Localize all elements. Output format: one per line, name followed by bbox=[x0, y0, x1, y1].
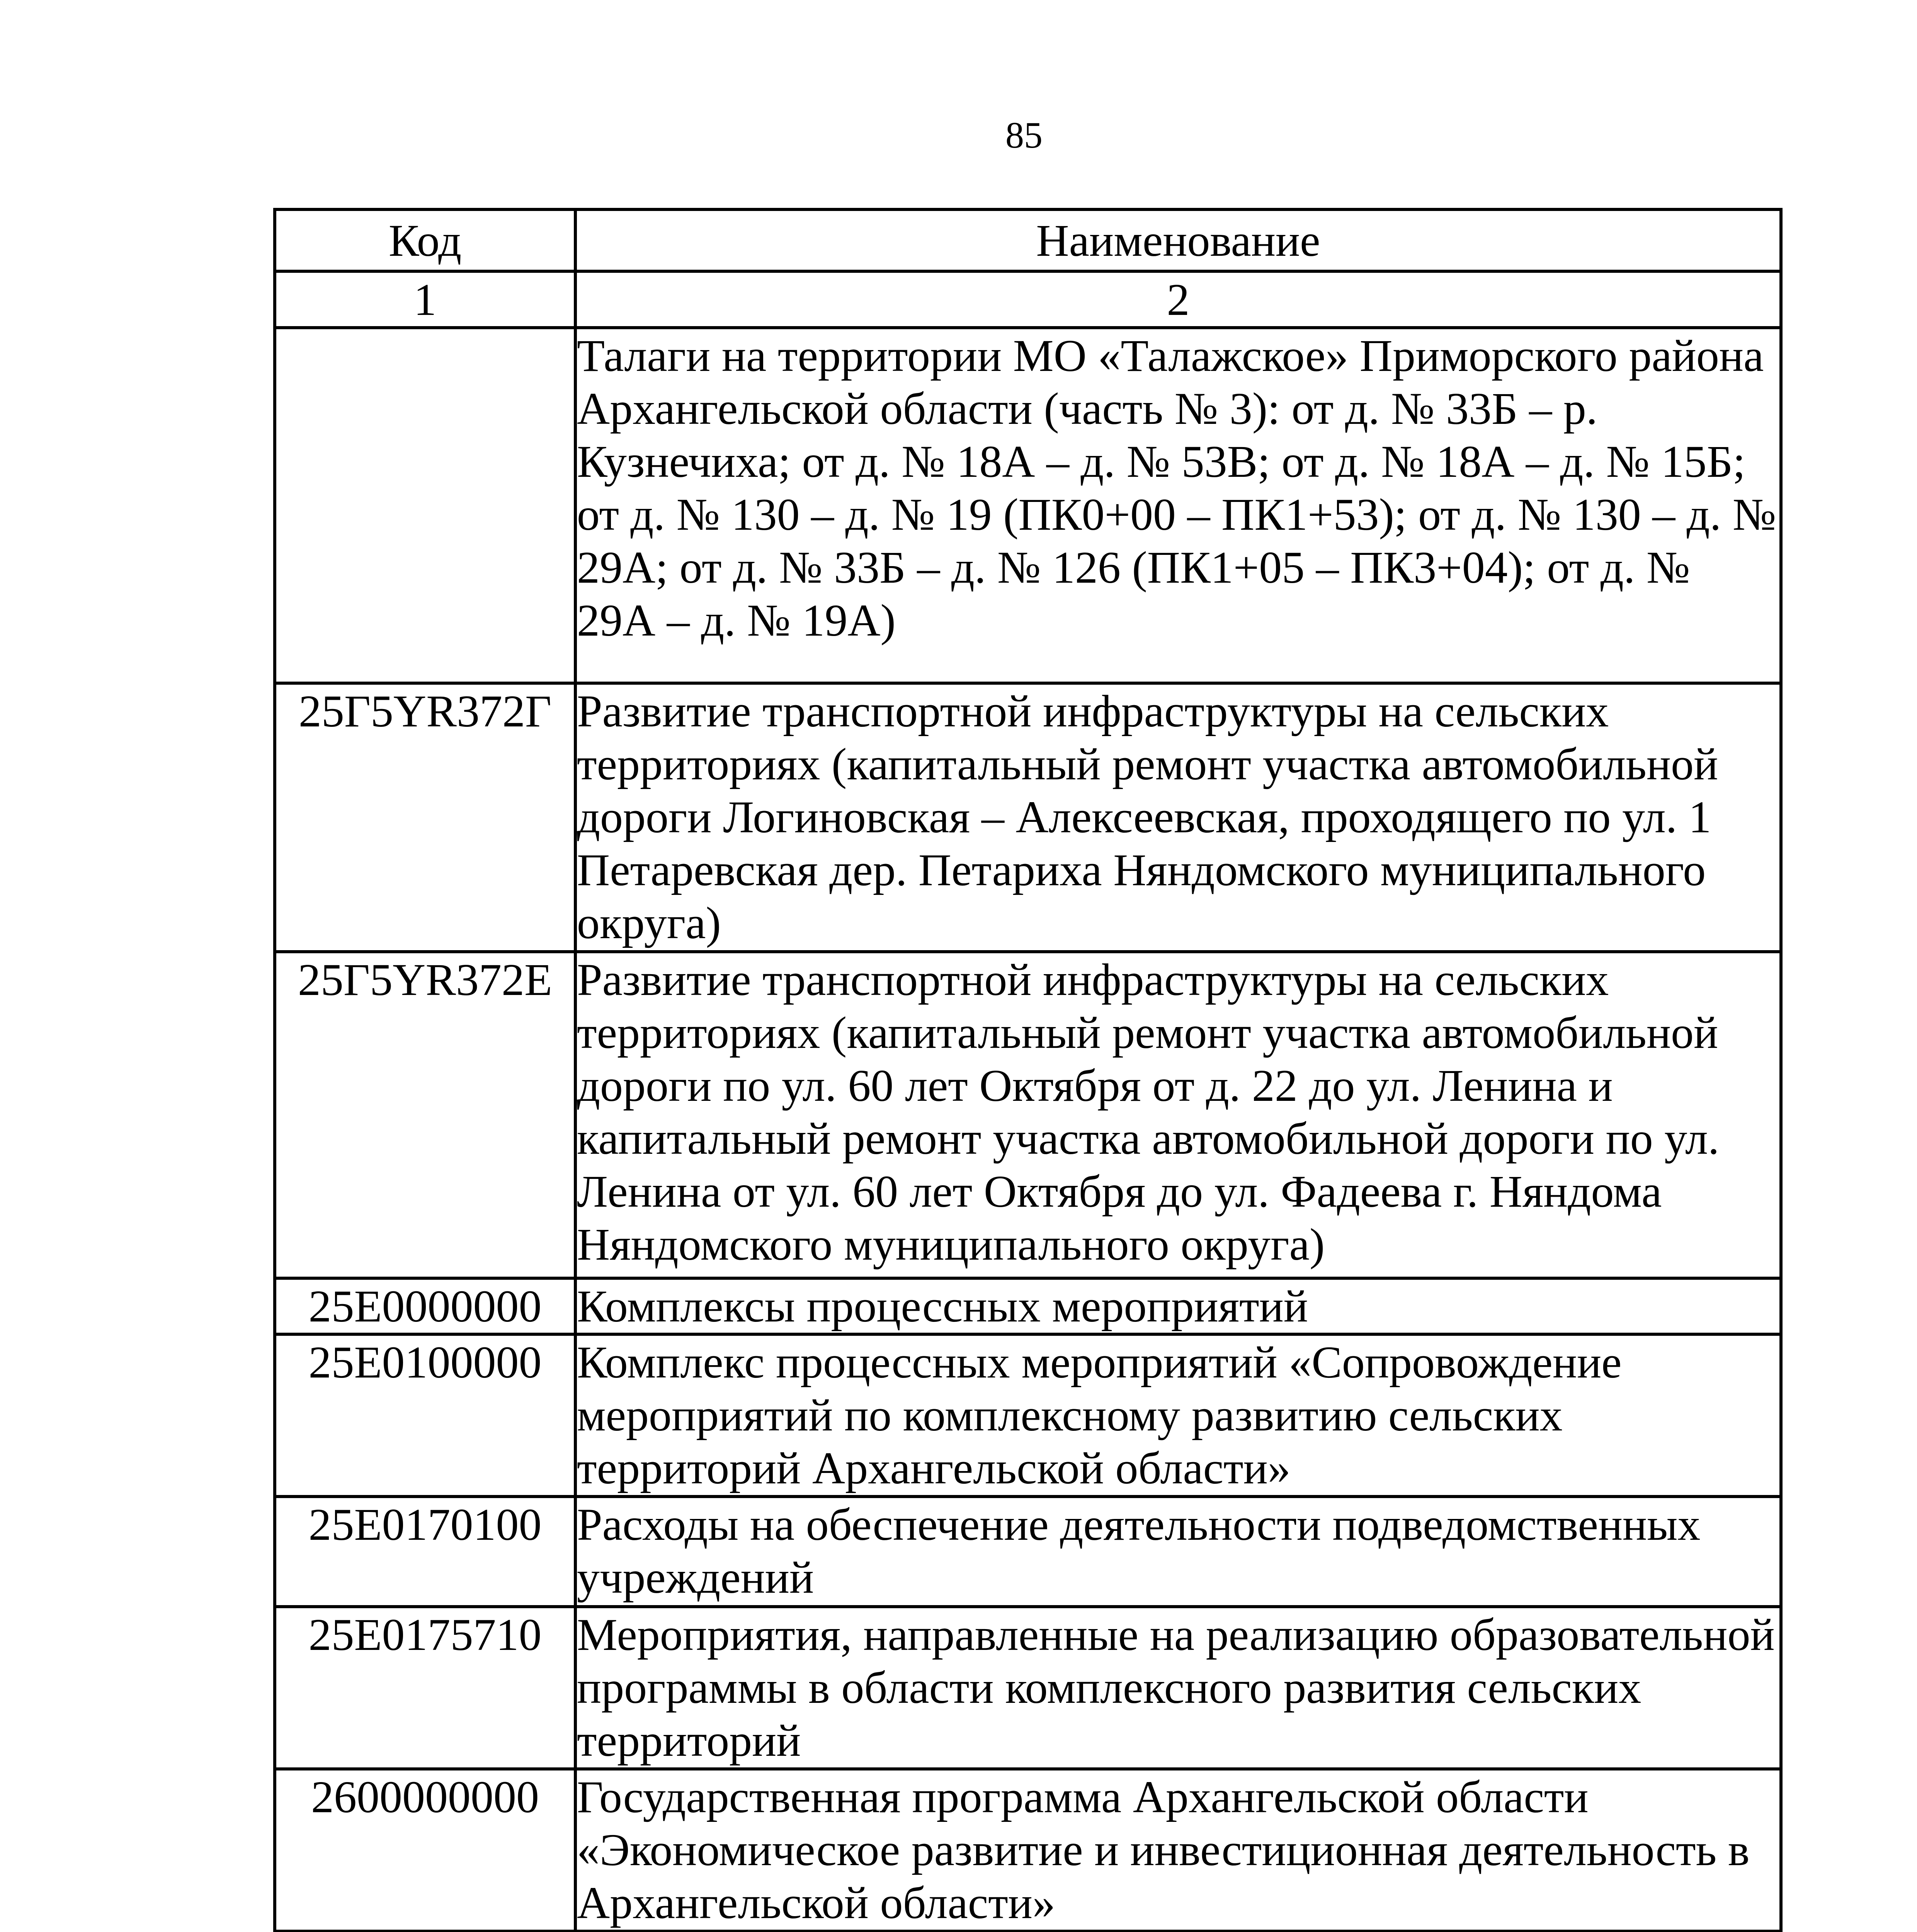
table-row bbox=[275, 1769, 1781, 1931]
row-code: 25Г5YR372Е bbox=[275, 952, 575, 1278]
table-row bbox=[275, 952, 1781, 1278]
row-name: Комплексы процессных мероприятий bbox=[575, 1278, 1781, 1334]
row-code: 25Е0170100 bbox=[275, 1497, 575, 1607]
row-code bbox=[275, 328, 575, 683]
row-name: Государственная программа Архангельской области «Экономическое развитие и инвестиционная деятельность в Архангельской области» bbox=[575, 1769, 1781, 1931]
column-number-row bbox=[275, 271, 1781, 328]
row-name: Развитие транспортной инфраструктуры на сельских территориях (капитальный ремонт участка автомобильной дороги Логиновская – Алексеевская, проходящего по ул. 1 Петаревская дер. Петариха Няндомского муниципального округа) bbox=[575, 683, 1781, 952]
header-name: Наименование bbox=[575, 209, 1781, 271]
row-code: 2600000000 bbox=[275, 1769, 575, 1931]
row-name: Расходы на обеспечение деятельности подведомственных учреждений bbox=[575, 1497, 1781, 1607]
row-code: 25Е0000000 bbox=[275, 1278, 575, 1334]
row-name: Мероприятия, направленные на реализацию образовательной программы в области комплексного развития сельских территорий bbox=[575, 1607, 1781, 1769]
table-row bbox=[275, 1497, 1781, 1607]
page-number: 85 bbox=[1005, 114, 1043, 156]
header-code: Код bbox=[275, 209, 575, 271]
table-row bbox=[275, 328, 1781, 683]
table-row bbox=[275, 1334, 1781, 1497]
row-code: 25Е0175710 bbox=[275, 1607, 575, 1769]
table-row bbox=[275, 683, 1781, 952]
row-code: 25Е0100000 bbox=[275, 1334, 575, 1497]
row-name: Развитие транспортной инфраструктуры на сельских территориях (капитальный ремонт участка автомобильной дороги по ул. 60 лет Октября от д. 22 до ул. Ленина и капитальный ремонт участка автомобильной дороги по ул. Ленина от ул. 60 лет Октября до ул. Фадеева г. Няндома Няндомского муниципального округа) bbox=[575, 952, 1781, 1278]
column-number-code: 1 bbox=[275, 271, 575, 328]
header-row bbox=[275, 209, 1781, 271]
row-name: Комплекс процессных мероприятий «Сопровождение мероприятий по комплексному развитию сельских территорий Архангельской области» bbox=[575, 1334, 1781, 1497]
row-code: 25Г5YR372Г bbox=[275, 683, 575, 952]
table-row bbox=[275, 1278, 1781, 1334]
column-number-name: 2 bbox=[575, 271, 1781, 328]
budget-code-table bbox=[273, 208, 1783, 1932]
table-row bbox=[275, 1607, 1781, 1769]
row-name: Талаги на территории МО «Талажское» Приморского района Архангельской области (часть № 3): от д. № 33Б – р. Кузнечиха; от д. № 18А – д. № 53В; от д. № 18А – д. № 15Б; от д. № 130 – д. № 19 (ПК0+00 – ПК1+53); от д. № 130 – д. № 29А; от д. № 33Б – д. № 126 (ПК1+05 – ПК3+04); от д. № 29А – д. № 19А) bbox=[575, 328, 1781, 683]
